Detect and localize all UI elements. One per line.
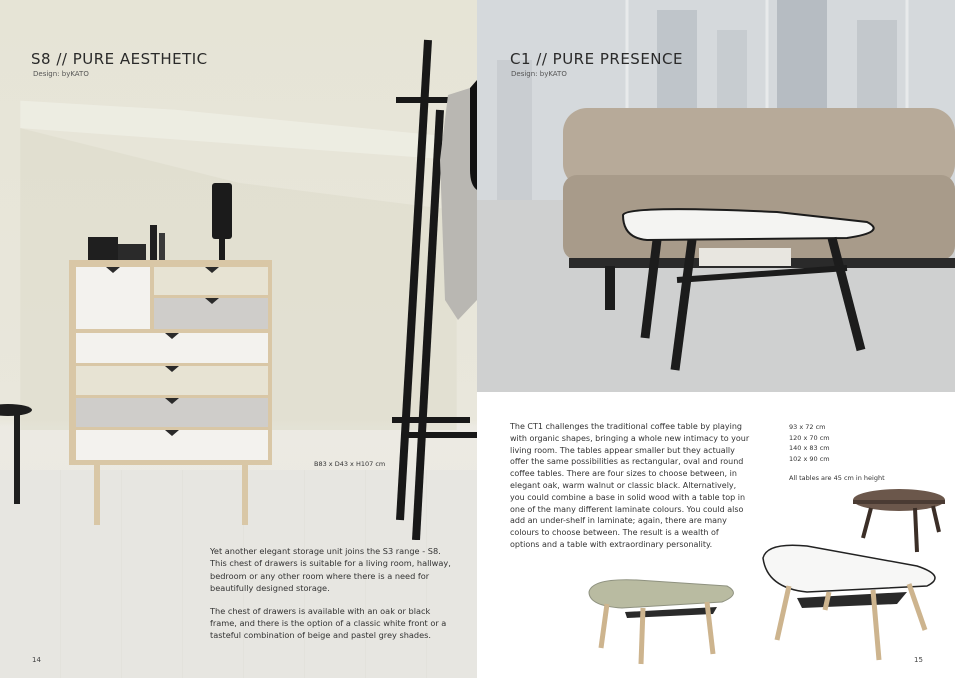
designer-credit: Design: byKATO [33,70,89,78]
product-dimensions: B83 x D43 x H107 cm [314,460,386,468]
table-variants-image [477,480,955,678]
left-page [0,0,477,678]
page-title: C1 // PURE PRESENCE [510,50,683,68]
height-note: All tables are 45 cm in height [789,474,885,482]
size-item: 120 x 70 cm [789,433,830,442]
size-item: 140 x 83 cm [789,444,830,452]
page-number: 14 [32,656,41,664]
designer-credit: Design: byKATO [511,70,567,78]
chest-of-drawers-image [0,0,477,540]
size-item: 102 x 90 cm [789,454,830,463]
size-item: 93 x 72 cm [789,423,826,431]
product-description: The CT1 challenges the traditional coffee table by playing with organic shapes, bringing a whole new intimacy to your living room. The tables appear smaller but they actually offer the same possibilities as rectangular, oval and round coffee tables. There are four sizes to choose between, in elegant oak, warm walnut or classic black. Alternatively, you could combine a base in solid wood with a table top in one of the many different laminate colours. You could also add an under-shelf in laminate; again, there are many colours to choose between. The result is a wealth of options and a table with extraordinary personality. [510,422,750,549]
page-title: S8 // PURE AESTHETIC [31,50,208,68]
page-number: 15 [914,656,923,664]
description-paragraph: The chest of drawers is available with an oak or black frame, and there is the option of a classic white front or a tasteful combination of beige and pastel grey shades. [210,605,447,641]
description-paragraph: Yet another elegant storage unit joins the S3 range - S8. This chest of drawers is suitable for a living room, hallway, bedroom or any other room where there is a need for beautifully designed storage. [210,546,451,594]
size-list [789,422,830,464]
right-page [477,0,955,678]
product-description [210,545,458,652]
